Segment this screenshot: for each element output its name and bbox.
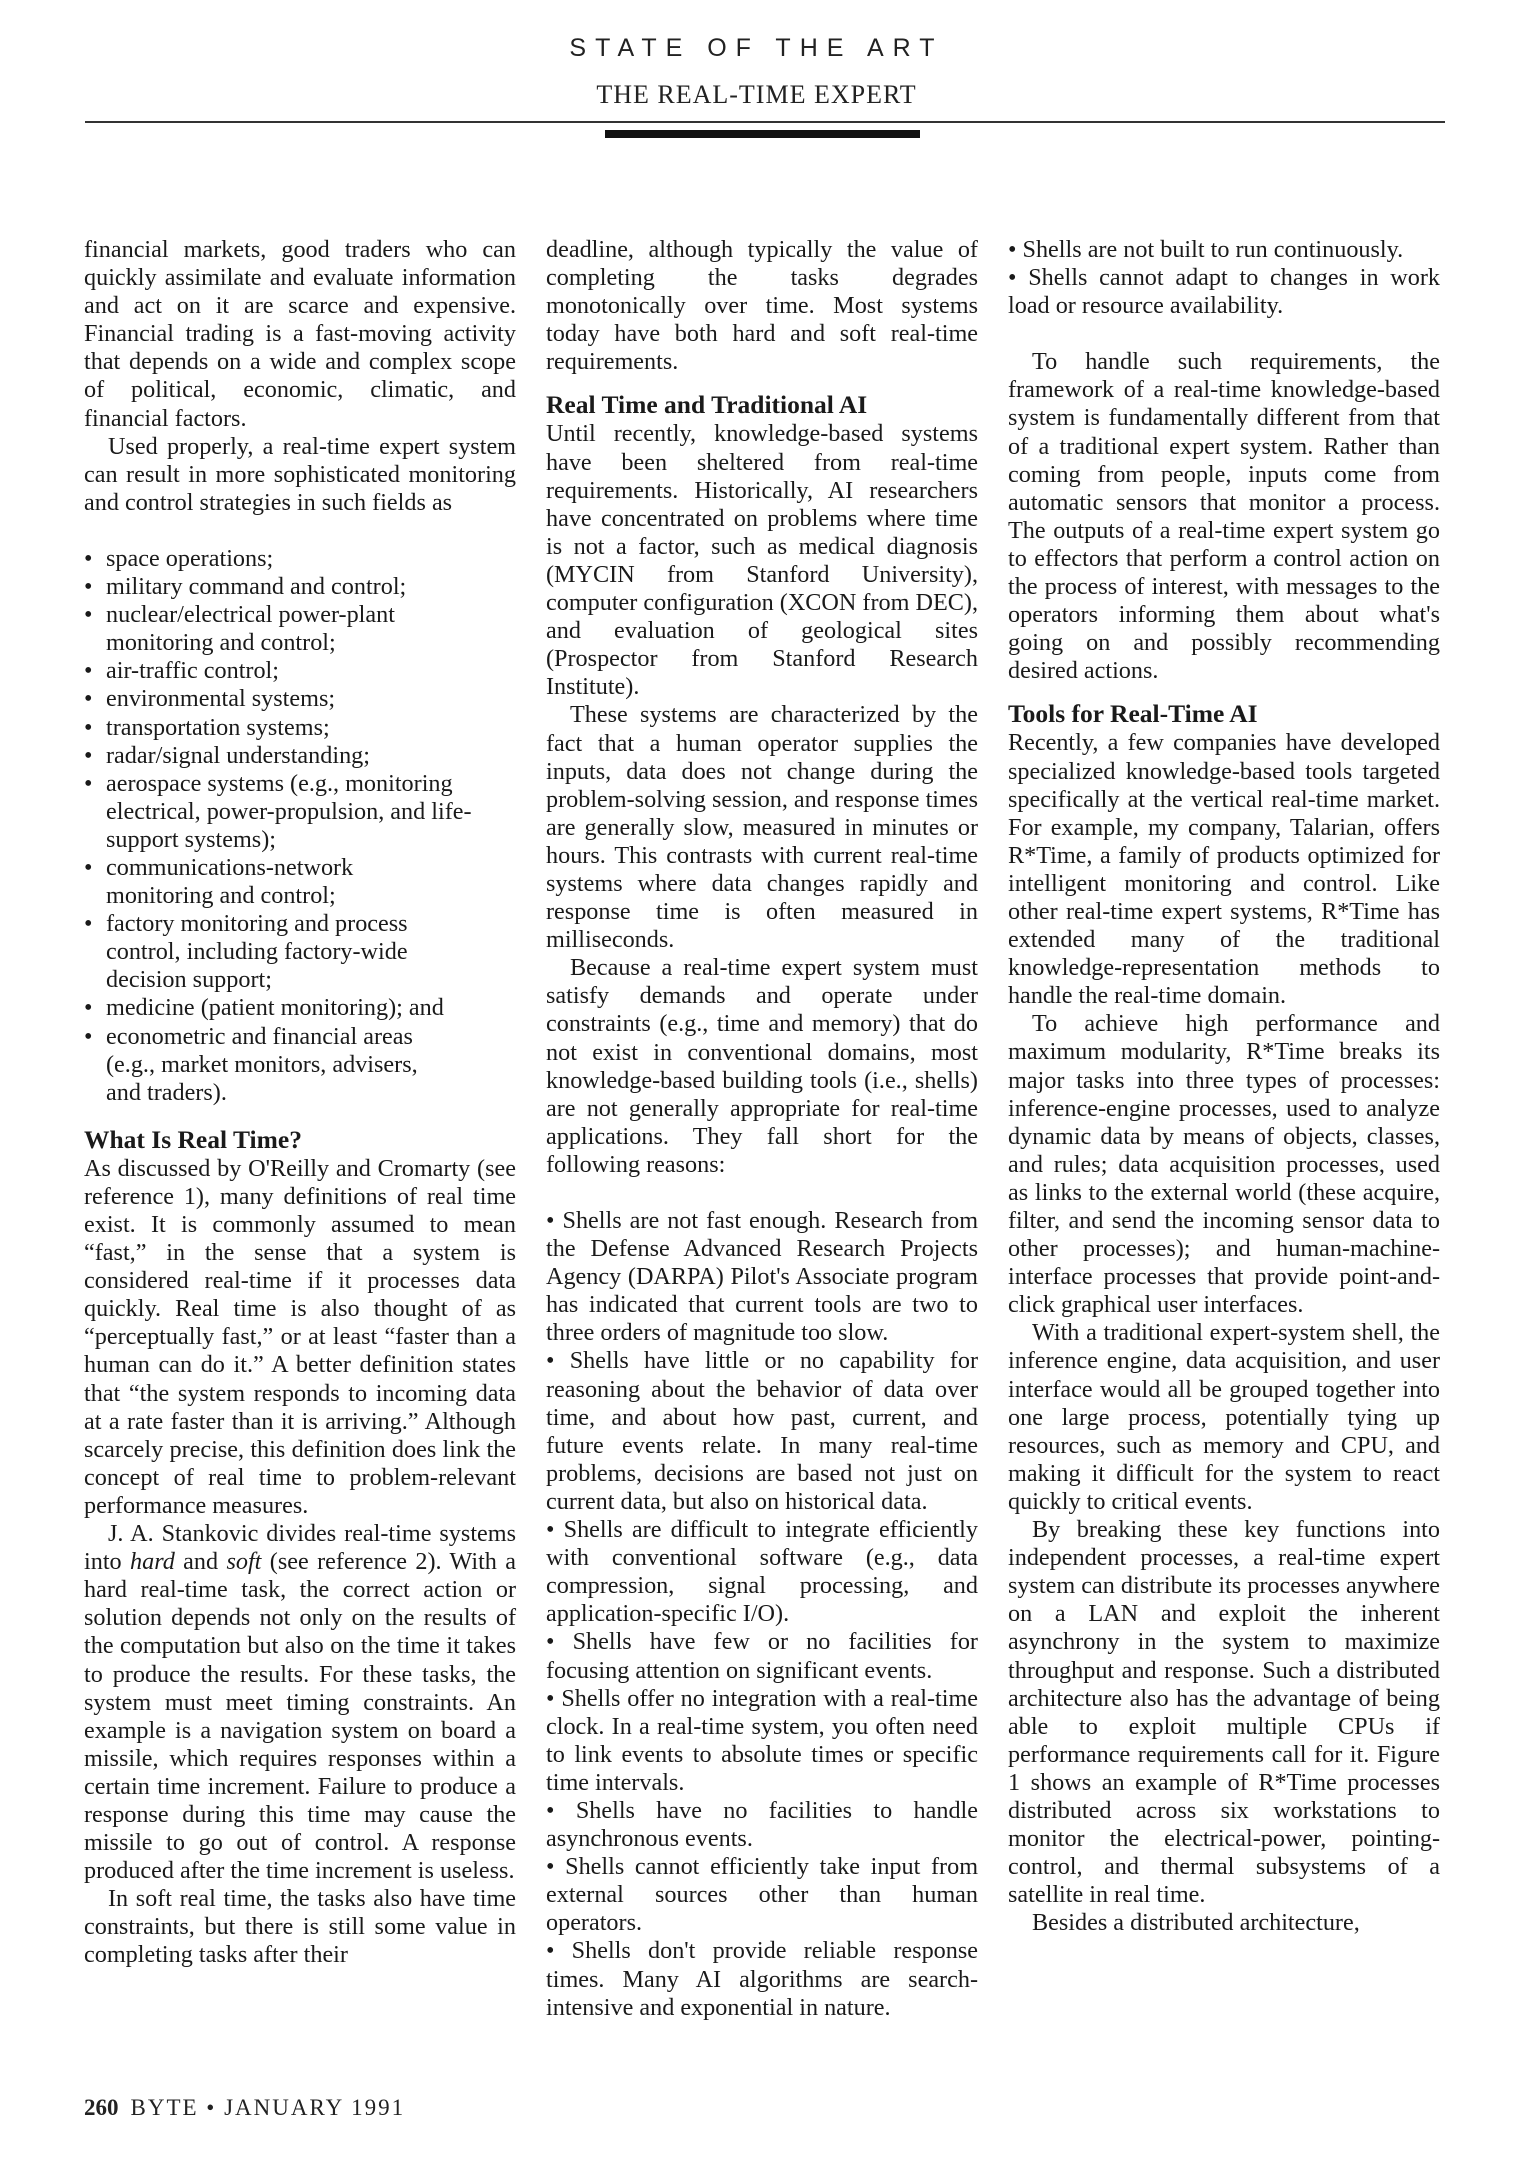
list-item: • Shells cannot efficiently take input from external sources other than human operators. bbox=[546, 1853, 979, 1937]
list-item: • Shells don't provide reliable response times. Many AI algorithms are search-intensive and exponential in nature. bbox=[546, 1937, 978, 2021]
list-item: • space operations; bbox=[84, 544, 274, 572]
list-item: • Shells are difficult to integrate efficiently with conventional software (e.g., data compression, signal processing, and application-specific I/O). bbox=[546, 1516, 978, 1628]
paragraph: With a traditional expert-system shell, the inference engine, data acquisition, and user interface would all be grouped together into one large process, potentially tying up resources, such as memory and CPU, and making it difficult for the system to react quickly to critical events. bbox=[1008, 1319, 1440, 1515]
list-item: • medicine (patient monitoring); and bbox=[84, 994, 444, 1022]
list-item: • environmental systems; bbox=[84, 685, 336, 713]
header-accent-bar bbox=[605, 130, 920, 138]
paragraph: Besides a distributed architecture, bbox=[1032, 1909, 1360, 1937]
section-kicker: STATE OF THE ART bbox=[569, 34, 944, 62]
paragraph: In soft real time, the tasks also have time constraints, but there is still some value in completing tasks after their bbox=[84, 1885, 516, 1969]
paragraph: Until recently, knowledge-based systems have been sheltered from real-time requirements. Historically, AI researchers have concentrated on problems where time is not a factor, such as medical diagnosis (MYCIN from Stanford University), computer configuration (XCON from DEC), and evaluation of geological sites (Prospector from Stanford Research Institute). bbox=[546, 420, 978, 701]
paragraph: Because a real-time expert system must satisfy demands and operate under constraints (e.g., time and memory) that do not exist in conventional domains, most knowledge-based building tools (i.e., shells) are not generally appropriate for real-time applications. They fall short for the following reasons: bbox=[546, 954, 978, 1178]
list-item: • Shells offer no integration with a real-time clock. In a real-time system, you often need to link events to absolute times or specific time intervals. bbox=[546, 1684, 979, 1796]
list-item: • transportation systems; bbox=[84, 713, 330, 741]
header-rule bbox=[85, 121, 1445, 123]
paragraph: To handle such requirements, the framework of a real-time knowledge-based system is fundamentally different from that of a traditional expert system. Rather than coming from people, inputs come from automatic sensors that monitor a process. The outputs of a real-time expert system go to effectors that perform a control action on the process of interest, with messages to the operators informing them about what's going on and possibly recommending desired actions. bbox=[1008, 348, 1440, 685]
list-item: • econometric and financial areas (e.g., market monitors, advisers, and traders). bbox=[84, 1022, 418, 1106]
publication-info: BYTE • JANUARY 1991 bbox=[130, 2095, 406, 2120]
paragraph: Recently, a few companies have developed specialized knowledge-based tools targeted specifically at the vertical real-time market. For example, my company, Talarian, offers R*Time, a family of products optimized for intelligent monitoring and control. Like other real-time expert systems, R*Time has extended many of the traditional knowledge-representation methods to handle the real-time domain. bbox=[1008, 729, 1440, 1010]
column-3 bbox=[1008, 236, 1440, 1937]
paragraph: These systems are characterized by the fact that a human operator supplies the inputs, data does not change during the problem-solving session, and response times are generally slow, measured in minutes or hours. This contrasts with current real-time systems where data changes rapidly and response time is often measured in milliseconds. bbox=[546, 701, 978, 954]
list-item: • Shells are not fast enough. Research from the Defense Advanced Research Projects Agency (DARPA) Pilot's Associate program has indicated that current tools are two to three orders of magnitude too slow. bbox=[546, 1207, 979, 1347]
list-item: • Shells have no facilities to handle asynchronous events. bbox=[546, 1796, 979, 1853]
article-title: THE REAL-TIME EXPERT bbox=[596, 80, 917, 109]
paragraph: deadline, although typically the value of completing the tasks degrades monotonically over time. Most systems today have both hard and soft real-time requirements. bbox=[546, 236, 978, 376]
column-2 bbox=[546, 236, 978, 2022]
paragraph: financial markets, good traders who can quickly assimilate and evaluate information and act on it are scarce and expensive. Financial trading is a fast-moving activity that depends on a wide and complex scope of political, economic, climatic, and financial factors. bbox=[84, 236, 516, 432]
list-item: • factory monitoring and process control, including factory-wide decision support; bbox=[84, 910, 408, 994]
list-item: • communications-network monitoring and control; bbox=[84, 853, 354, 910]
fields-list bbox=[84, 545, 516, 1107]
paragraph: Used properly, a real-time expert system can result in more sophisticated monitoring and control strategies in such fields as bbox=[84, 432, 516, 516]
page-number: 260 bbox=[84, 2095, 119, 2120]
section-heading: What Is Real Time? bbox=[84, 1124, 302, 1154]
column-1 bbox=[84, 236, 516, 1970]
list-item: • air-traffic control; bbox=[84, 657, 279, 685]
list-item: • Shells have few or no facilities for focusing attention on significant events. bbox=[546, 1628, 978, 1684]
list-item: • military command and control; bbox=[84, 573, 407, 601]
list-item: • Shells cannot adapt to changes in work load or resource availability. bbox=[1008, 264, 1440, 320]
list-item: • radar/signal understanding; bbox=[84, 741, 370, 769]
section-heading: Real Time and Traditional AI bbox=[546, 390, 868, 420]
list-item: • Shells have little or no capability for reasoning about the behavior of data over time, and about how past, current, and future events relate. In many real-time problems, decisions are based not just on current data, but also on historical data. bbox=[546, 1347, 978, 1515]
section-heading: Tools for Real-Time AI bbox=[1008, 699, 1258, 729]
paragraph: As discussed by O'Reilly and Cromarty (see reference 1), many definitions of real time exist. It is commonly assumed to mean “fast,” in the sense that a system is considered real-time if it processes data quickly. Real time is also thought of as “perceptually fast,” or at least “faster than a human can do it.” A better definition states that “the system responds to incoming data at a rate faster than it is arriving.” Although scarcely precise, this definition does link the concept of real time to problem-relevant performance measures. bbox=[84, 1154, 516, 1519]
paragraph: To achieve high performance and maximum modularity, R*Time breaks its major tasks into three types of processes: inference-engine processes, used to analyze dynamic data by means of objects, classes, and rules; data acquisition processes, used as links to the external world (these acquire, filter, and send the incoming sensor data to other processes); and human-machine-interface processes that provide point-and-click graphical user interfaces. bbox=[1008, 1010, 1440, 1319]
page-footer bbox=[84, 2095, 405, 2121]
list-item: • nuclear/electrical power-plant monitoring and control; bbox=[84, 601, 395, 657]
list-item: • Shells are not built to run continuously. bbox=[1008, 236, 1404, 263]
list-item: • aerospace systems (e.g., monitoring electrical, power-propulsion, and life-support systems); bbox=[84, 769, 472, 853]
paragraph: J. A. Stankovic divides real-time systems into hard and soft (see reference 2). With a hard real-time task, the correct action or solution depends not only on the results of the computation but also on the time it takes to produce the results. For these tasks, the system must meet timing constraints. An example is a navigation system on board a missile, which requires responses within a certain time increment. Failure to produce a response during this time may cause the missile to go out of control. A response produced after the time increment is useless. bbox=[84, 1520, 516, 1885]
paragraph: By breaking these key functions into independent processes, a real-time expert system can distribute its processes anywhere on a LAN and exploit the inherent asynchrony in the system to maximize throughput and response. Such a distributed architecture also has the advantage of being able to exploit multiple CPUs if performance requirements call for it. Figure 1 shows an example of R*Time processes distributed across six workstations to monitor the electrical-power, pointing-control, and thermal subsystems of a satellite in real time. bbox=[1008, 1516, 1440, 1909]
